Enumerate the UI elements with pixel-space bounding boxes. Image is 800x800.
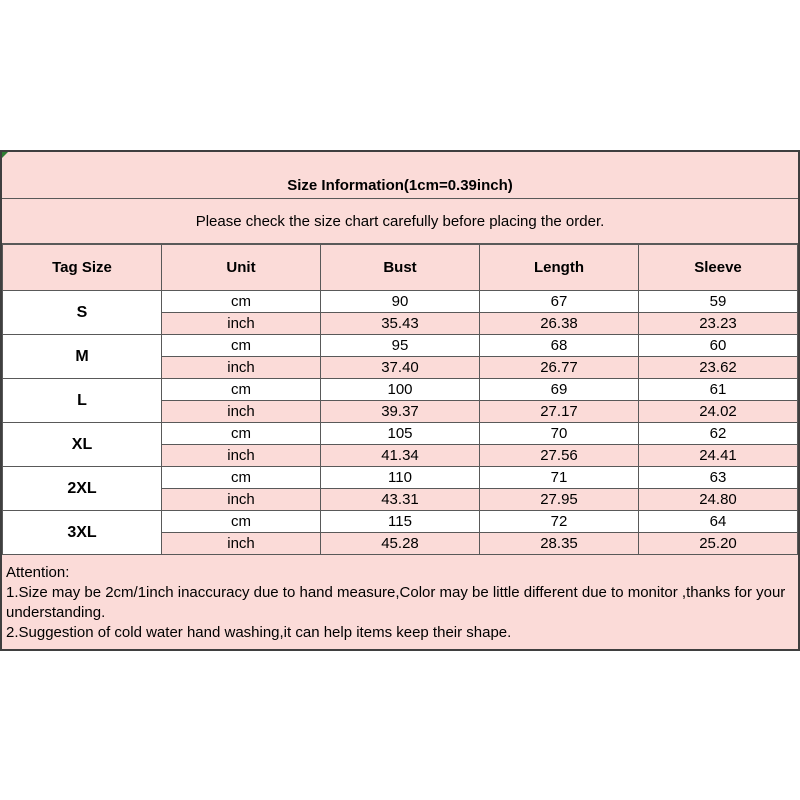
size-chart-sheet — [0, 150, 800, 651]
column-header-unit: Unit — [162, 245, 321, 291]
tag-size-cell: M — [3, 335, 162, 379]
length-cell: 27.95 — [480, 489, 639, 511]
attention-note-block — [2, 555, 798, 649]
bust-cell: 110 — [321, 467, 480, 489]
table-row — [3, 423, 798, 445]
length-cell: 68 — [480, 335, 639, 357]
sleeve-cell: 24.41 — [639, 445, 798, 467]
table-row — [3, 379, 798, 401]
length-cell: 72 — [480, 511, 639, 533]
sleeve-cell: 60 — [639, 335, 798, 357]
unit-cell: inch — [162, 489, 321, 511]
tag-size-cell: XL — [3, 423, 162, 467]
unit-cell: inch — [162, 533, 321, 555]
bust-cell: 37.40 — [321, 357, 480, 379]
length-cell: 71 — [480, 467, 639, 489]
corner-marker-icon — [2, 152, 8, 158]
table-row — [3, 335, 798, 357]
tag-size-cell: 3XL — [3, 511, 162, 555]
length-cell: 69 — [480, 379, 639, 401]
unit-cell: cm — [162, 291, 321, 313]
length-cell: 26.38 — [480, 313, 639, 335]
sleeve-cell: 25.20 — [639, 533, 798, 555]
tag-size-cell: L — [3, 379, 162, 423]
bust-cell: 43.31 — [321, 489, 480, 511]
attention-note-1: 1.Size may be 2cm/1inch inaccuracy due to hand measure,Color may be little different due to monitor ,thanks for your understanding. — [6, 584, 786, 621]
page-title: Size Information(1cm=0.39inch) — [2, 152, 798, 199]
unit-cell: cm — [162, 423, 321, 445]
unit-cell: inch — [162, 357, 321, 379]
unit-cell: inch — [162, 401, 321, 423]
unit-cell: cm — [162, 467, 321, 489]
attention-heading: Attention: — [6, 564, 70, 581]
sleeve-cell: 24.02 — [639, 401, 798, 423]
page-subtitle: Please check the size chart carefully before placing the order. — [2, 199, 798, 244]
tag-size-cell: S — [3, 291, 162, 335]
unit-cell: inch — [162, 313, 321, 335]
sleeve-cell: 62 — [639, 423, 798, 445]
unit-cell: inch — [162, 445, 321, 467]
attention-note-2: 2.Suggestion of cold water hand washing,it can help items keep their shape. — [6, 624, 512, 641]
column-header-length: Length — [480, 245, 639, 291]
sleeve-cell: 64 — [639, 511, 798, 533]
bust-cell: 95 — [321, 335, 480, 357]
sleeve-cell: 63 — [639, 467, 798, 489]
table-row — [3, 511, 798, 533]
table-row — [3, 291, 798, 313]
column-header-sleeve: Sleeve — [639, 245, 798, 291]
sleeve-cell: 59 — [639, 291, 798, 313]
tag-size-cell: 2XL — [3, 467, 162, 511]
unit-cell: cm — [162, 335, 321, 357]
length-cell: 28.35 — [480, 533, 639, 555]
bust-cell: 100 — [321, 379, 480, 401]
unit-cell: cm — [162, 511, 321, 533]
bust-cell: 115 — [321, 511, 480, 533]
bust-cell: 41.34 — [321, 445, 480, 467]
bust-cell: 45.28 — [321, 533, 480, 555]
sleeve-cell: 61 — [639, 379, 798, 401]
bust-cell: 39.37 — [321, 401, 480, 423]
sleeve-cell: 24.80 — [639, 489, 798, 511]
column-header-bust: Bust — [321, 245, 480, 291]
size-chart-table — [2, 244, 798, 555]
length-cell: 67 — [480, 291, 639, 313]
bust-cell: 105 — [321, 423, 480, 445]
length-cell: 70 — [480, 423, 639, 445]
sleeve-cell: 23.23 — [639, 313, 798, 335]
sleeve-cell: 23.62 — [639, 357, 798, 379]
table-row — [3, 467, 798, 489]
length-cell: 27.17 — [480, 401, 639, 423]
unit-cell: cm — [162, 379, 321, 401]
bust-cell: 35.43 — [321, 313, 480, 335]
length-cell: 27.56 — [480, 445, 639, 467]
table-header-row — [3, 245, 798, 291]
length-cell: 26.77 — [480, 357, 639, 379]
bust-cell: 90 — [321, 291, 480, 313]
column-header-tag-size: Tag Size — [3, 245, 162, 291]
